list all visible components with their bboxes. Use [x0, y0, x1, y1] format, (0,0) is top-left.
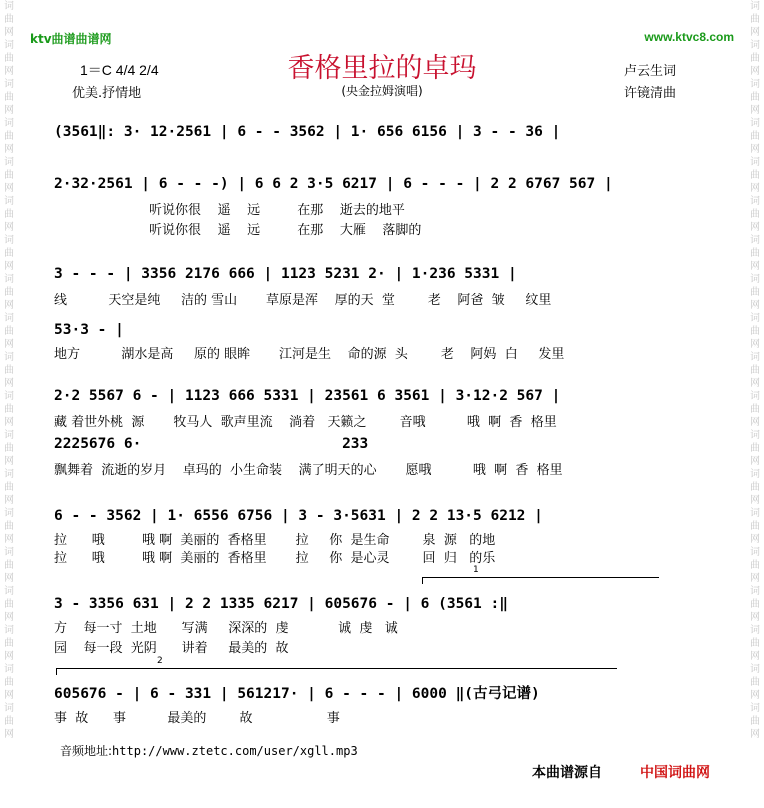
lyric-line-9: 事 故 事 最美的 故 事: [54, 711, 340, 726]
performance-style: 优美.抒情地: [72, 86, 142, 101]
notation-line-5: 2·2 5567 6 - | 1123 666 5331 | 23561 6 3561 | 3·12·2 567 |: [54, 388, 561, 404]
notation-line-4: 53·3 - |: [54, 322, 124, 338]
lyric-line-7a: 拉 哦 哦 啊 美丽的 香格里 拉 你 是生命 泉 源 的地: [54, 533, 496, 548]
site-brand[interactable]: ktv曲谱曲谱网: [30, 32, 112, 46]
lyric-line-8b: 园 每一段 光阴 讲着 最美的 故: [54, 641, 289, 656]
song-title: 香格里拉的卓玛: [287, 53, 477, 84]
source-site[interactable]: 中国词曲网: [640, 765, 710, 781]
performer: (央金拉姆演唱): [341, 84, 423, 98]
audio-label: 音频地址:: [60, 744, 113, 758]
lyric-line-8a: 方 每一寸 土地 写满 深深的 虔 诚 虔 诚: [54, 621, 398, 636]
volta-1-label: 1: [473, 565, 479, 575]
notation-line-7: 6 - - 3562 | 1· 6556 6756 | 3 - 3·5631 | 2 2 13·5 6212 |: [54, 508, 543, 524]
notation-line-9: 605676 - | 6 - 331 | 561217· | 6 - - - | 6000 ‖(古弓记谱): [54, 686, 540, 702]
notation-line-2: 2·32·2561 | 6 - - -) | 6 6 2 3·5 6217 | 6 - - - | 2 2 6767 567 |: [54, 176, 613, 192]
side-watermark-left: 词曲网词曲网词曲网词曲网词曲网词曲网词曲网词曲网词曲网词曲网词曲网词曲网词曲网词曲网词曲网词曲网词曲网词曲网词曲网: [4, 1, 14, 740]
lyric-line-2b: 听说你很 遥 远 在那 大雁 落脚的: [54, 223, 422, 238]
notation-line-6: 2225676 6· 233: [54, 436, 369, 452]
lyric-line-6: 飘舞着 流逝的岁月 卓玛的 小生命装 满了明天的心 愿哦 哦 啊 香 格里: [54, 463, 563, 478]
lyric-line-5: 藏 着世外桃 源 牧马人 歌声里流 淌着 天籁之 音哦 哦 啊 香 格里: [54, 415, 557, 430]
volta-bracket-2: [56, 656, 617, 675]
notation-line-3: 3 - - - | 3356 2176 666 | 1123 5231 2· | 1·236 5331 |: [54, 266, 517, 282]
source-label: 本曲谱源自: [532, 765, 602, 781]
volta-2-label: 2: [157, 656, 163, 666]
site-url[interactable]: www.ktvc8.com: [644, 30, 734, 44]
key-signature: 1＝C 4/4 2/4: [80, 62, 159, 78]
audio-link[interactable]: http://www.ztetc.com/user/xgll.mp3: [112, 744, 358, 758]
composer: 许镜清曲: [624, 86, 677, 101]
lyricist: 卢云生词: [624, 64, 677, 79]
side-watermark-right: 词曲网词曲网词曲网词曲网词曲网词曲网词曲网词曲网词曲网词曲网词曲网词曲网词曲网词曲网词曲网词曲网词曲网词曲网词曲网: [750, 1, 760, 740]
lyric-line-3: 线 天空是纯 洁的 雪山 草原是浑 厚的天 堂 老 阿爸 皱 纹里: [54, 293, 552, 308]
audio-address: [60, 742, 358, 759]
lyric-line-7b: 拉 哦 哦 啊 美丽的 香格里 拉 你 是心灵 回 归 的乐: [54, 551, 496, 566]
lyric-line-2a: 听说你很 遥 远 在那 逝去的地平: [54, 203, 405, 218]
notation-line-8: 3 - 3356 631 | 2 2 1335 6217 | 605676 - | 6 (3561 :‖: [54, 596, 508, 612]
volta-bracket-1: [422, 565, 659, 584]
notation-line-1: (3561‖: 3· 12·2561 | 6 - - 3562 | 1· 656 6156 | 3 - - 36 |: [54, 124, 561, 140]
lyric-line-4: 地方 湖水是高 原的 眼眸 江河是生 命的源 头 老 阿妈 白 发里: [54, 347, 565, 362]
